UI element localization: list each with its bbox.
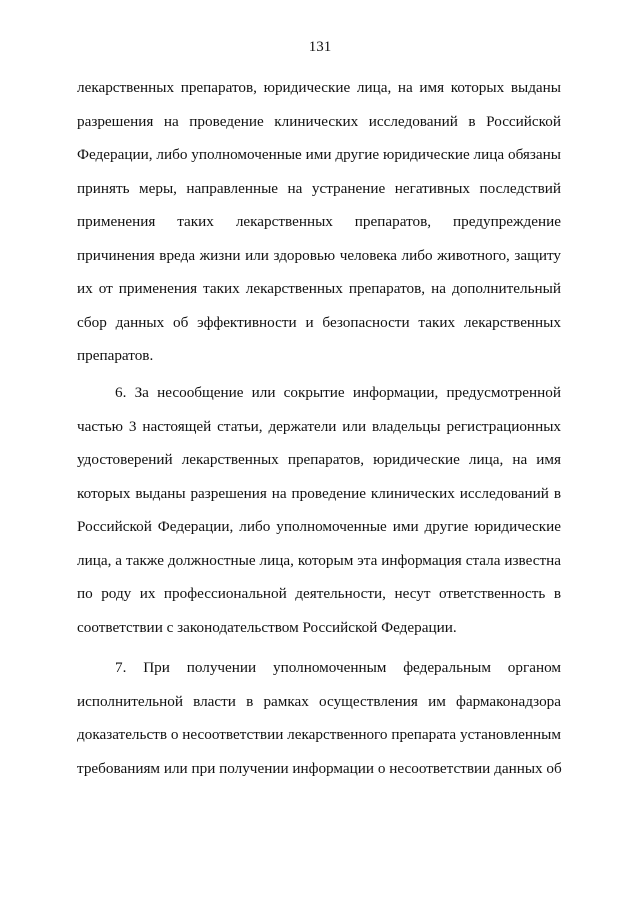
text-line: Российской Федерации, либо уполномоченные ими другие юридические: [77, 518, 561, 535]
text-line: требованиям или при получении информации о несоответствии данных об: [77, 759, 562, 777]
paragraph-1: [77, 71, 561, 373]
text-line: лекарственных препаратов, юридические лица, на имя которых выданы: [77, 79, 561, 96]
text-line: исполнительной власти в рамках осуществления им фармаконадзора: [77, 692, 561, 710]
text-line: принять меры, направленные на устранение негативных последствий: [77, 179, 561, 197]
text-line: сбор данных об эффективности и безопасности таких лекарственных: [77, 313, 561, 331]
text-line: разрешения на проведение клинических исследований в Российской: [77, 112, 561, 130]
text-line: удостоверений лекарственных препаратов, юридические лица, на имя: [77, 451, 561, 468]
text-line: частью 3 настоящей статьи, держатели или владельцы регистрационных: [77, 417, 561, 435]
text-line: препаратов.: [77, 347, 154, 364]
text-line: причинения вреда жизни или здоровью человека либо животного, защиту: [77, 246, 561, 264]
text-line: 6. За несообщение или сокрытие информации, предусмотренной: [115, 384, 561, 401]
text-line: их от применения таких лекарственных препаратов, на дополнительный: [77, 280, 561, 297]
text-line: 7. При получении уполномоченным федеральным органом: [115, 659, 561, 676]
paragraph-item-7: [77, 651, 561, 785]
text-line: применения таких лекарственных препаратов, предупреждение: [77, 213, 561, 230]
paragraph-item-6: [77, 376, 561, 644]
page-number: 131: [308, 39, 332, 55]
text-line: доказательств о несоответствии лекарственного препарата установленным: [77, 726, 561, 743]
text-line: лица, а также должностные лица, которым эта информация стала известна: [77, 551, 561, 569]
text-line: Федерации, либо уполномоченные ими другие юридические лица обязаны: [77, 146, 561, 163]
text-line: соответствии с законодательством Российской Федерации.: [77, 618, 457, 636]
text-line: которых выданы разрешения на проведение клинических исследований в: [77, 484, 561, 502]
text-line: по роду их профессиональной деятельности, несут ответственность в: [77, 585, 561, 602]
